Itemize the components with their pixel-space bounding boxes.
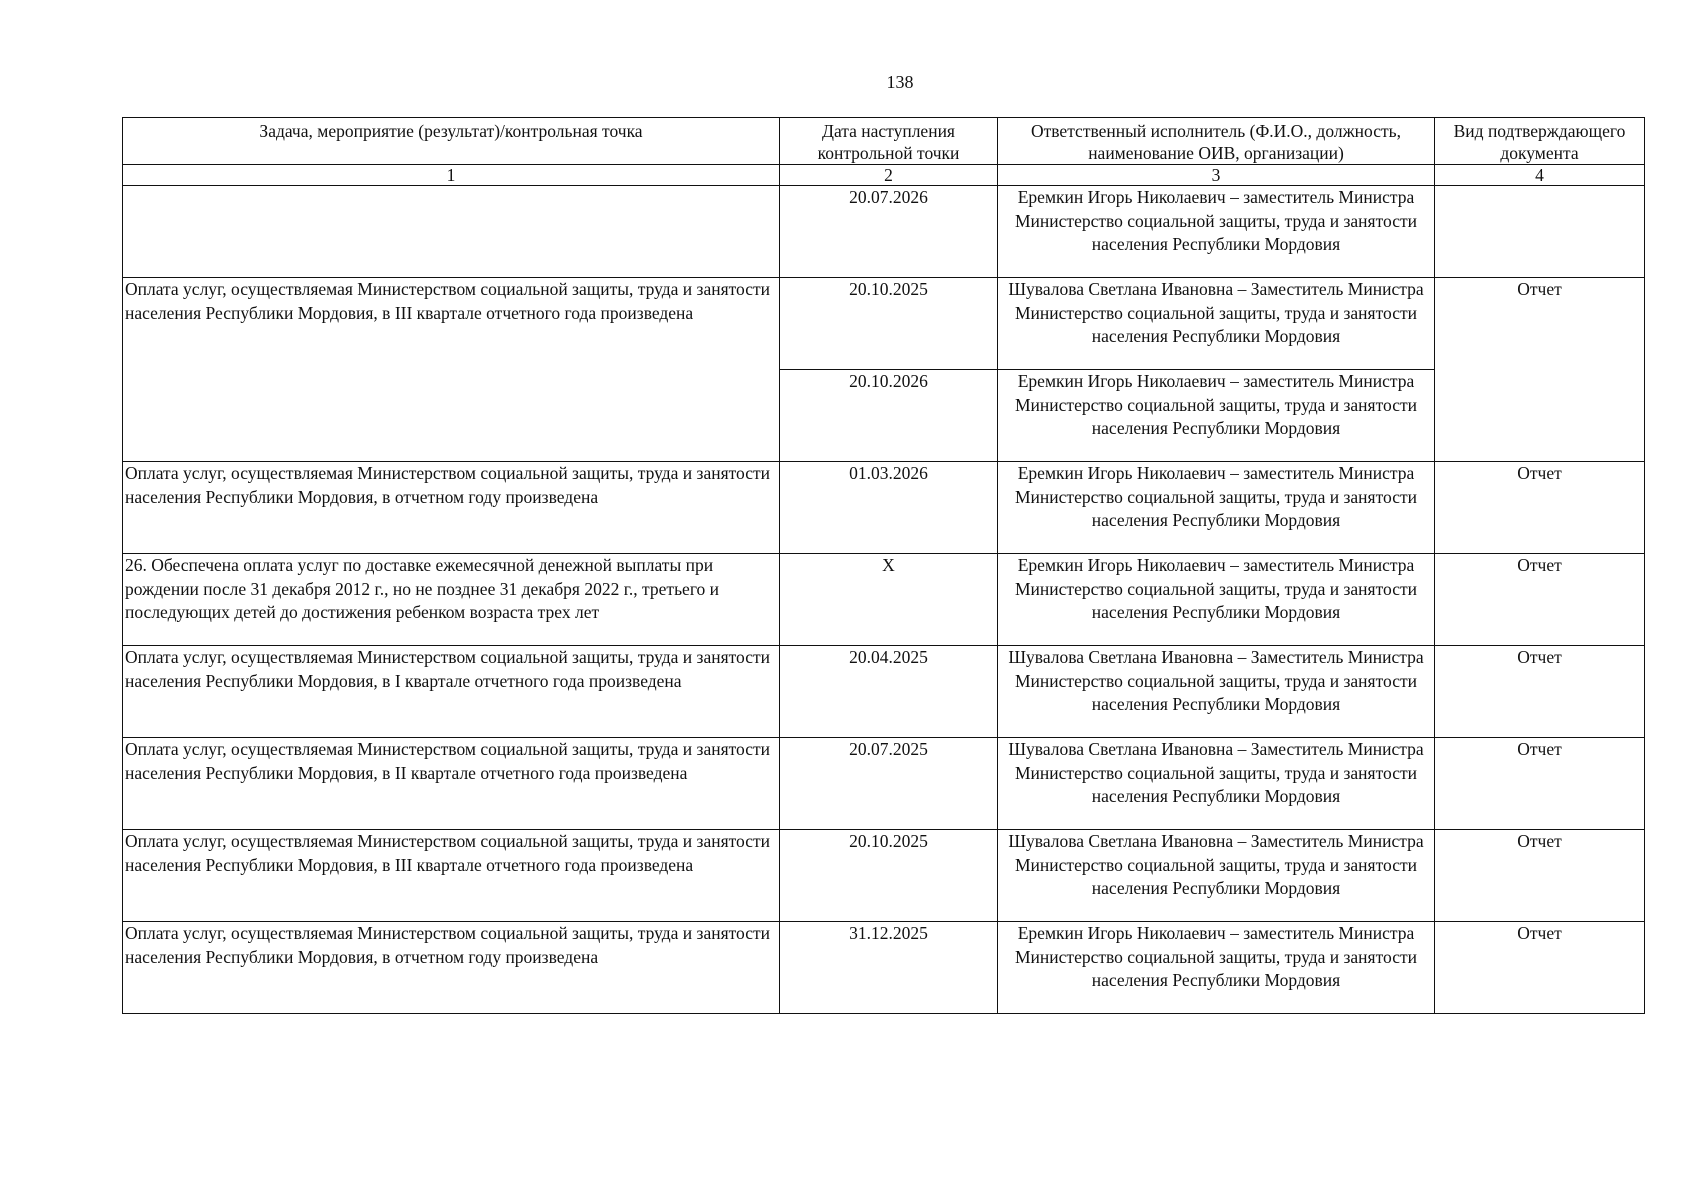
responsible-organization: Министерство социальной защиты, труда и занятости населения Республики Мордовия [1015,210,1417,254]
responsible-person: Шувалова Светлана Ивановна – Заместитель Министра [1008,647,1424,667]
date-cell: 20.10.2025 [780,830,998,922]
control-points-table [122,117,1645,1014]
responsible-organization: Министерство социальной защиты, труда и занятости населения Республики Мордовия [1015,302,1417,346]
task-cell [123,186,780,278]
header-row [123,118,1645,165]
responsible-organization: Министерство социальной защиты, труда и занятости населения Республики Мордовия [1015,670,1417,714]
responsible-person: Шувалова Светлана Ивановна – Заместитель Министра [1008,279,1424,299]
responsible-organization: Министерство социальной защиты, труда и занятости населения Республики Мордовия [1015,578,1417,622]
task-cell: 26. Обеспечена оплата услуг по доставке ежемесячной денежной выплаты при рождении после 31 декабря 2012 г., но не позднее 31 декабря 2022 г., третьего и последующих детей до достижения ребенком возраста трех лет [123,554,780,646]
responsible-cell [998,830,1435,922]
responsible-person: Еремкин Игорь Николаевич – заместитель Министра [1017,923,1415,943]
task-cell: Оплата услуг, осуществляемая Министерством социальной защиты, труда и занятости населения Республики Мордовия, в отчетном году произведена [123,462,780,554]
responsible-cell [998,370,1435,462]
header-document-type: Вид подтверждающего документа [1435,118,1645,165]
document-type-cell [1435,186,1645,278]
responsible-organization: Министерство социальной защиты, труда и занятости населения Республики Мордовия [1015,946,1417,990]
table-row [123,186,1645,278]
table-row [123,278,1645,370]
responsible-person: Еремкин Игорь Николаевич – заместитель Министра [1017,371,1415,391]
header-task: Задача, мероприятие (результат)/контрольная точка [123,118,780,165]
column-number-row [123,165,1645,186]
document-type-cell: Отчет [1435,738,1645,830]
task-cell: Оплата услуг, осуществляемая Министерством социальной защиты, труда и занятости населения Республики Мордовия, в II квартале отчетного года произведена [123,738,780,830]
document-type-cell: Отчет [1435,646,1645,738]
table-row [123,646,1645,738]
table-row [123,738,1645,830]
responsible-cell [998,462,1435,554]
responsible-cell [998,186,1435,278]
date-cell: 20.10.2026 [780,370,998,462]
responsible-organization: Министерство социальной защиты, труда и занятости населения Республики Мордовия [1015,394,1417,438]
responsible-cell [998,278,1435,370]
document-type-cell: Отчет [1435,830,1645,922]
responsible-person: Еремкин Игорь Николаевич – заместитель Министра [1017,555,1415,575]
document-type-cell: Отчет [1435,278,1645,462]
responsible-cell [998,554,1435,646]
column-number: 3 [998,165,1435,186]
responsible-person: Еремкин Игорь Николаевич – заместитель Министра [1017,187,1415,207]
date-cell: 20.07.2026 [780,186,998,278]
responsible-person: Шувалова Светлана Ивановна – Заместитель Министра [1008,739,1424,759]
table-row [123,462,1645,554]
column-number: 4 [1435,165,1645,186]
responsible-person: Шувалова Светлана Ивановна – Заместитель Министра [1008,831,1424,851]
date-cell: 20.07.2025 [780,738,998,830]
responsible-cell [998,922,1435,1014]
document-type-cell: Отчет [1435,554,1645,646]
task-cell: Оплата услуг, осуществляемая Министерством социальной защиты, труда и занятости населения Республики Мордовия, в I квартале отчетного года произведена [123,646,780,738]
responsible-cell [998,646,1435,738]
column-number: 2 [780,165,998,186]
table-row [123,922,1645,1014]
task-cell: Оплата услуг, осуществляемая Министерством социальной защиты, труда и занятости населения Республики Мордовия, в III квартале отчетного года произведена [123,278,780,462]
task-cell: Оплата услуг, осуществляемая Министерством социальной защиты, труда и занятости населения Республики Мордовия, в III квартале отчетного года произведена [123,830,780,922]
responsible-organization: Министерство социальной защиты, труда и занятости населения Республики Мордовия [1015,486,1417,530]
column-number: 1 [123,165,780,186]
date-cell: 31.12.2025 [780,922,998,1014]
document-type-cell: Отчет [1435,922,1645,1014]
header-responsible: Ответственный исполнитель (Ф.И.О., должность, наименование ОИВ, организации) [998,118,1435,165]
responsible-organization: Министерство социальной защиты, труда и занятости населения Республики Мордовия [1015,762,1417,806]
header-date: Дата наступления контрольной точки [780,118,998,165]
responsible-cell [998,738,1435,830]
date-cell: 20.04.2025 [780,646,998,738]
table-row [123,554,1645,646]
date-cell: X [780,554,998,646]
date-cell: 20.10.2025 [780,278,998,370]
table-row [123,830,1645,922]
responsible-organization: Министерство социальной защиты, труда и занятости населения Республики Мордовия [1015,854,1417,898]
page-number: 138 [886,72,914,92]
document-type-cell: Отчет [1435,462,1645,554]
date-cell: 01.03.2026 [780,462,998,554]
responsible-person: Еремкин Игорь Николаевич – заместитель Министра [1017,463,1415,483]
task-cell: Оплата услуг, осуществляемая Министерством социальной защиты, труда и занятости населения Республики Мордовия, в отчетном году произведена [123,922,780,1014]
